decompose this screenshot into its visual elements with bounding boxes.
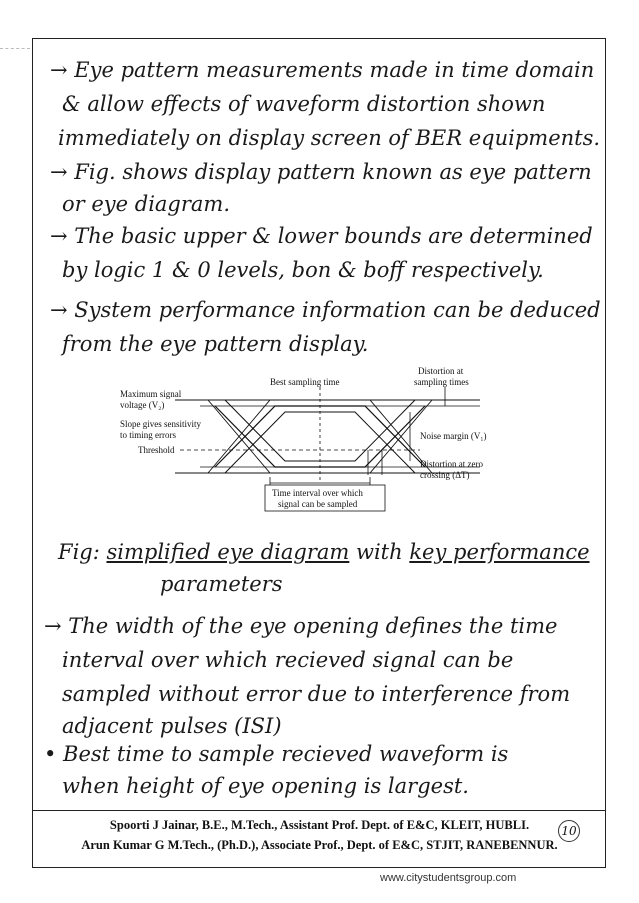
- note-line-6: → The basic upper & lower bounds are determined: [50, 224, 593, 248]
- label-max-signal-1: Maximum signal: [120, 389, 182, 399]
- footer-author-1: Spoorti J Jainar, B.E., M.Tech., Assistant Prof. Dept. of E&C, KLEIT, HUBLI.: [109, 818, 530, 832]
- note-line-1: → Eye pattern measurements made in time domain: [50, 58, 595, 82]
- body-line-5: • Best time to sample recieved waveform is: [44, 742, 509, 766]
- label-slope-2: to timing errors: [120, 430, 176, 440]
- label-distortion-zero-2: crossing (ΔT): [420, 470, 470, 480]
- label-time-interval-1: Time interval over which: [272, 488, 363, 498]
- label-noise-margin: Noise margin (V₁): [420, 431, 487, 441]
- label-distortion-zero-1: Distortion at zero: [420, 459, 483, 469]
- label-best-sampling: Best sampling time: [270, 377, 340, 387]
- body-line-1: → The width of the eye opening defines the time: [44, 614, 558, 638]
- caption-prefix: Fig:: [58, 540, 107, 564]
- note-line-4: → Fig. shows display pattern known as eye pattern: [50, 160, 592, 184]
- caption-underlined: simplified eye diagram: [106, 540, 350, 564]
- body-line-4: adjacent pulses (ISI): [62, 714, 282, 738]
- label-distortion-sampling-2: sampling times: [414, 377, 469, 387]
- eye-diagram: [120, 365, 520, 515]
- website-url: www.citystudentsgroup.com: [380, 872, 517, 884]
- figure-caption: [58, 540, 590, 564]
- note-line-5: or eye diagram.: [62, 192, 231, 216]
- note-line-7: by logic 1 & 0 levels, bon & boff respectively.: [62, 258, 544, 282]
- body-line-6: when height of eye opening is largest.: [62, 774, 469, 798]
- figure-caption-line-2: parameters: [160, 572, 283, 596]
- footer-rule: [32, 810, 606, 811]
- label-threshold: Threshold: [138, 445, 175, 455]
- label-time-interval-2: signal can be sampled: [278, 499, 358, 509]
- scan-edge-mark: [0, 48, 30, 49]
- caption-underlined-2: key performance: [409, 540, 590, 564]
- page-number: 10: [558, 820, 580, 842]
- note-line-8: → System performance information can be deduced: [50, 298, 601, 322]
- note-line-9: from the eye pattern display.: [62, 332, 369, 356]
- label-distortion-sampling-1: Distortion at: [418, 366, 464, 376]
- note-line-3: immediately on display screen of BER equipments.: [58, 126, 601, 150]
- footer-author-2: Arun Kumar G M.Tech., (Ph.D.), Associate Prof., Dept. of E&C, STJIT, RANEBENNUR.: [81, 838, 558, 852]
- caption-middle: with: [349, 540, 410, 564]
- label-max-signal-2: voltage (V₂): [120, 400, 165, 410]
- body-line-3: sampled without error due to interference from: [62, 682, 571, 706]
- note-line-2: & allow effects of waveform distortion shown: [62, 92, 546, 116]
- body-line-2: interval over which recieved signal can be: [62, 648, 514, 672]
- label-slope-1: Slope gives sensitivity: [120, 419, 201, 429]
